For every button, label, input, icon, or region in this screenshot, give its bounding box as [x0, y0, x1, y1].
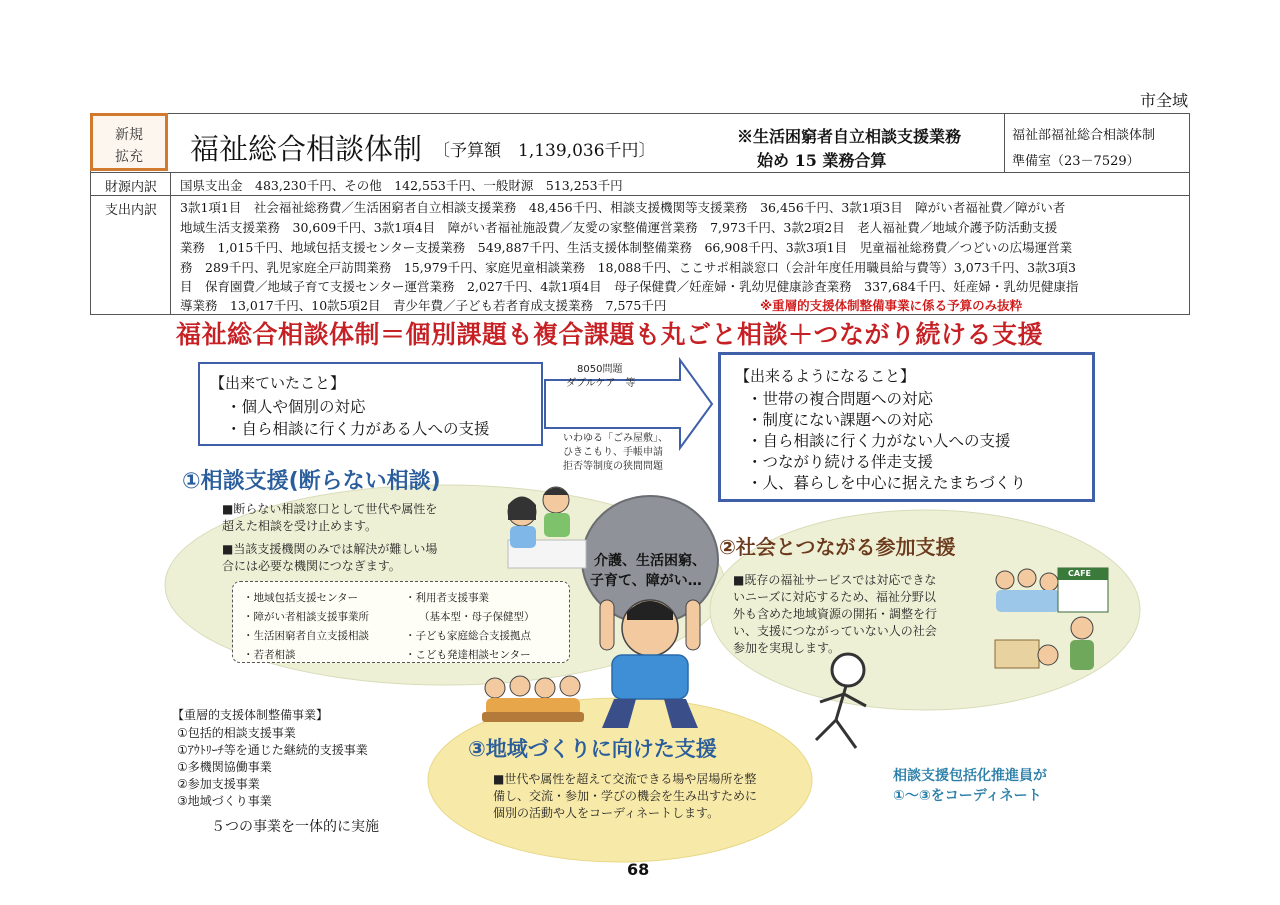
table-divider	[1004, 113, 1005, 172]
after-item: ・つながり続ける伴走支援	[747, 453, 934, 471]
support2-text: いニーズに対応するため、福祉分野以	[733, 590, 936, 604]
area-label: 市全域	[1139, 91, 1188, 110]
support3-text: ■世代や属性を超えて交流できる場や居場所を整	[493, 772, 757, 786]
org-item: ・若者相談	[243, 649, 296, 661]
before-box	[198, 362, 543, 446]
children-group-illustration	[482, 676, 584, 722]
after-item: ・制度にない課題への対応	[747, 411, 934, 429]
department-contact: 準備室（23－7529）	[1012, 154, 1140, 169]
project-item: ①多機関協働事業	[177, 760, 272, 774]
funding-text: 国県支出金 483,230千円、その他 142,553千円、一般財源 513,253千円	[180, 178, 623, 193]
expense-note: ※重層的支援体制整備事業に係る予算のみ抜粋	[760, 298, 1023, 313]
budget-amount: 〔予算額 1,139,036千円〕	[433, 141, 656, 161]
scope-note-line2: 始め 15 業務合算	[757, 151, 887, 170]
arrow-note-top: ダブルケア 等	[566, 378, 636, 389]
expense-line: 務 289千円、乳児家庭全戸訪問業務 15,979千円、家庭児童相談業務 18,088千円、ここサポ相談窓口（会計年度任用職員給与費等）3,073千円、3款3項3	[180, 260, 1076, 275]
after-title: 【出来るようになること】	[735, 367, 916, 385]
table-divider	[170, 172, 171, 315]
page-number: 68	[627, 860, 650, 879]
support3-heading: ③地域づくりに向けた支援	[468, 737, 717, 761]
projects-title: 【重層的支援体制整備事業】	[172, 708, 329, 722]
org-item: ・生活困窮者自立支援相談	[243, 630, 369, 642]
support1-text: ■断らない相談窓口として世代や属性を	[222, 502, 438, 516]
support1-text: 超えた相談を受け止めます。	[222, 519, 378, 533]
org-item: （基本型・母子保健型）	[419, 611, 535, 623]
department-name: 福祉部福祉総合相談体制	[1012, 128, 1156, 143]
concept-banner: 福祉総合相談体制＝個別課題も複合課題も丸ごと相談＋つながり続ける支援	[176, 320, 1044, 349]
support2-text: ■既存の福祉サービスでは対応できな	[733, 573, 937, 587]
expense-line: 目 保育園費／地域子育て支援センター運営業務 2,027千円、4款1項4目 母子保健費／妊産婦・乳幼児健康診査業務 337,684千円、妊産婦・乳幼児健康指	[180, 279, 1079, 294]
org-item: ・地域包括支援センター	[243, 592, 359, 604]
consultation-orgs-box	[232, 581, 570, 663]
arrow-note-top: 8050問題	[577, 364, 623, 375]
coordinator-text: 相談支援包括化推進員が	[893, 768, 1047, 784]
org-item: ・子ども家庭総合支援拠点	[405, 630, 531, 642]
boulder-text: 子育て、障がい…	[590, 573, 702, 589]
project-item: ②参加支援事業	[177, 777, 260, 791]
support2-text: い、支援につながっていない人の社会	[733, 624, 937, 638]
support3-text: 個別の活動や人をコーディネートします。	[493, 806, 720, 820]
expense-line: 3款1項1目 社会福祉総務費／生活困窮者自立相談支援業務 48,456千円、相談支援機関等支援業務 36,456千円、3款1項3目 障がい者福祉費／障がい者	[180, 200, 1066, 215]
after-item: ・自ら相談に行く力がない人への支援	[747, 432, 1011, 450]
org-item: ・利用者支援事業	[405, 592, 489, 604]
boulder-text: 介護、生活困窮、	[594, 553, 706, 569]
expense-line: 地域生活支援業務 30,609千円、3款1項4目 障がい者福祉施設費／友愛の家整備運営業務 7,973千円、3款2項2目 老人福祉費／地域介護予防活動支援	[180, 220, 1058, 235]
support2-text: 参加を実現します。	[733, 641, 841, 655]
before-item: ・自ら相談に行く力がある人への支援	[226, 420, 490, 438]
expense-line: 導業務 13,017千円、10款5項2目 青少年費／子ども若者育成支援業務 7,575千円	[180, 298, 667, 313]
after-item: ・人、暮らしを中心に据えたまちづくり	[747, 474, 1026, 492]
funding-label: 財源内訳	[104, 180, 157, 195]
scope-note-line1: ※生活困窮者自立相談支援業務	[737, 127, 962, 146]
table-divider	[90, 172, 1190, 173]
page-title: 福祉総合相談体制	[190, 132, 423, 166]
before-item: ・個人や個別の対応	[226, 398, 366, 416]
support1-text: 合には必要な機関につなぎます。	[222, 559, 401, 573]
org-item: ・こども発達相談センター	[405, 649, 531, 661]
expense-label: 支出内訳	[104, 203, 157, 218]
table-divider	[90, 195, 1190, 196]
coordinator-text: ①～③をコーディネート	[893, 788, 1042, 804]
after-item: ・世帯の複合問題への対応	[747, 390, 934, 408]
arrow-note-bottom: ひきこもり、手帳申請	[563, 447, 663, 458]
cafe-sign: CAFE	[1068, 569, 1091, 578]
support1-heading: ①相談支援(断らない相談)	[182, 469, 441, 494]
project-item: ③地域づくり事業	[177, 794, 272, 808]
org-item: ・障がい者相談支援事業所	[243, 611, 369, 623]
support1-text: ■当該支援機関のみでは解決が難しい場	[222, 542, 438, 556]
project-item: ①ｱｳﾄﾘｰﾁ等を通じた継続的支援事業	[177, 743, 368, 757]
arrow-note-bottom: 拒否等制度の狭間問題	[563, 461, 663, 472]
support2-text: 外も含めた地域資源の開拓・調整を行	[733, 607, 938, 621]
support2-heading: ②社会とつながる参加支援	[719, 535, 956, 559]
support3-text: 備し、交流・参加・学びの機会を生み出すために	[493, 789, 758, 803]
project-item: ①包括的相談支援事業	[177, 726, 296, 740]
new-expansion-badge	[90, 113, 168, 171]
before-title: 【出来ていたこと】	[210, 374, 346, 392]
arrow-note-bottom: いわゆる「ごみ屋敷」、	[563, 433, 668, 444]
after-box	[718, 352, 1095, 502]
projects-summary: ５つの事業を一体的に実施	[211, 819, 379, 835]
badge-expand-label: 拡充	[115, 149, 143, 165]
badge-new-label: 新規	[115, 127, 143, 143]
expense-line: 業務 1,015千円、地域包括支援センター支援業務 549,887千円、生活支援体制整備業務 66,908千円、3款3項1目 児童福祉総務費／つどいの広場運営業	[180, 240, 1073, 255]
